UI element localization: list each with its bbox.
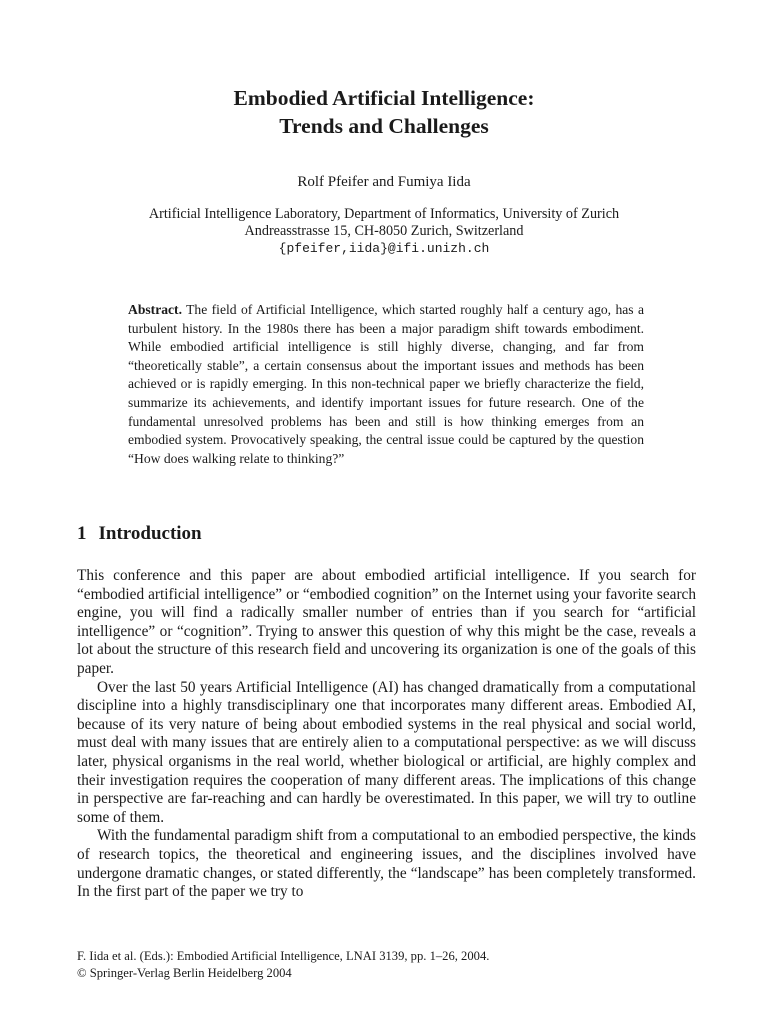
title-line-1: Embodied Artificial Intelligence: bbox=[233, 86, 535, 110]
section-heading bbox=[77, 522, 202, 546]
abstract-text: The field of Artificial Intelligence, which started roughly half a century ago, has a turbulent history. In the 1980s there has been a major paradigm shift towards embodiment. While embodied artificial intelligence is still highly diverse, changing, and far from “theoretically stable”, a certain consensus about the important issues and methods has been achieved or is rapidly emerging. In this non-technical paper we briefly characterize the field, summarize its achievements, and identify important issues for future research. One of the fundamental unresolved problems has been and still is how thinking emerges from an embodied system. Provocatively speaking, the central issue could be captured by the question “How does walking relate to thinking?” bbox=[128, 302, 644, 466]
section-title: Introduction bbox=[98, 523, 202, 544]
affiliation-line-1: Artificial Intelligence Laboratory, Department of Informatics, University of Zurich bbox=[148, 206, 620, 222]
abstract bbox=[128, 301, 644, 468]
abstract-label: Abstract. bbox=[128, 302, 182, 317]
affiliation bbox=[0, 206, 768, 257]
copyright-line: © Springer-Verlag Berlin Heidelberg 2004 bbox=[77, 965, 292, 980]
citation-footer bbox=[77, 948, 696, 981]
citation-line: F. Iida et al. (Eds.): Embodied Artificial Intelligence, LNAI 3139, pp. 1–26, 2004. bbox=[77, 949, 490, 963]
author-names: Rolf Pfeifer and Fumiya Iida bbox=[297, 174, 471, 190]
author-email: {pfeifer,iida}@ifi.unizh.ch bbox=[278, 241, 490, 256]
paragraph: This conference and this paper are about embodied artificial intelligence. If you search for “embodied artificial intelligence” or “embodied cognition” on the Internet using your favorite search engine, you will find a radically smaller number of entries than if you search for “artificial intelligence” or “cognition”. Trying to answer this question of why this might be the case, reveals a lot about the structure of this research field and uncovering its organization is one of the goals of this paper. bbox=[77, 567, 696, 677]
affiliation-line-2: Andreasstrasse 15, CH-8050 Zurich, Switzerland bbox=[244, 223, 524, 239]
title-line-2: Trends and Challenges bbox=[279, 114, 489, 138]
paper-title bbox=[0, 84, 768, 140]
paragraph: Over the last 50 years Artificial Intelligence (AI) has changed dramatically from a computational discipline into a highly transdisciplinary one that incorporates many different areas. Embodied AI, because of its very nature of being about embodied systems in the real physical and social world, must deal with many issues that are entirely alien to a computational perspective: as we will discuss later, physical organisms in the real world, whether biological or artificial, are highly complex and their investigation requires the cooperation of many different areas. The implications of this change in perspective are far-reaching and can hardly be overestimated. In this paper, we will try to outline some of them. bbox=[77, 678, 696, 826]
paragraph: With the fundamental paradigm shift from a computational to an embodied perspective, the kinds of research topics, the theoretical and engineering issues, and the disciplines involved have undergone dramatic changes, or stated differently, the “landscape” has been completely transformed. In the first part of the paper we try to bbox=[77, 827, 696, 901]
body-text bbox=[77, 567, 696, 902]
section-number: 1 bbox=[77, 523, 87, 544]
